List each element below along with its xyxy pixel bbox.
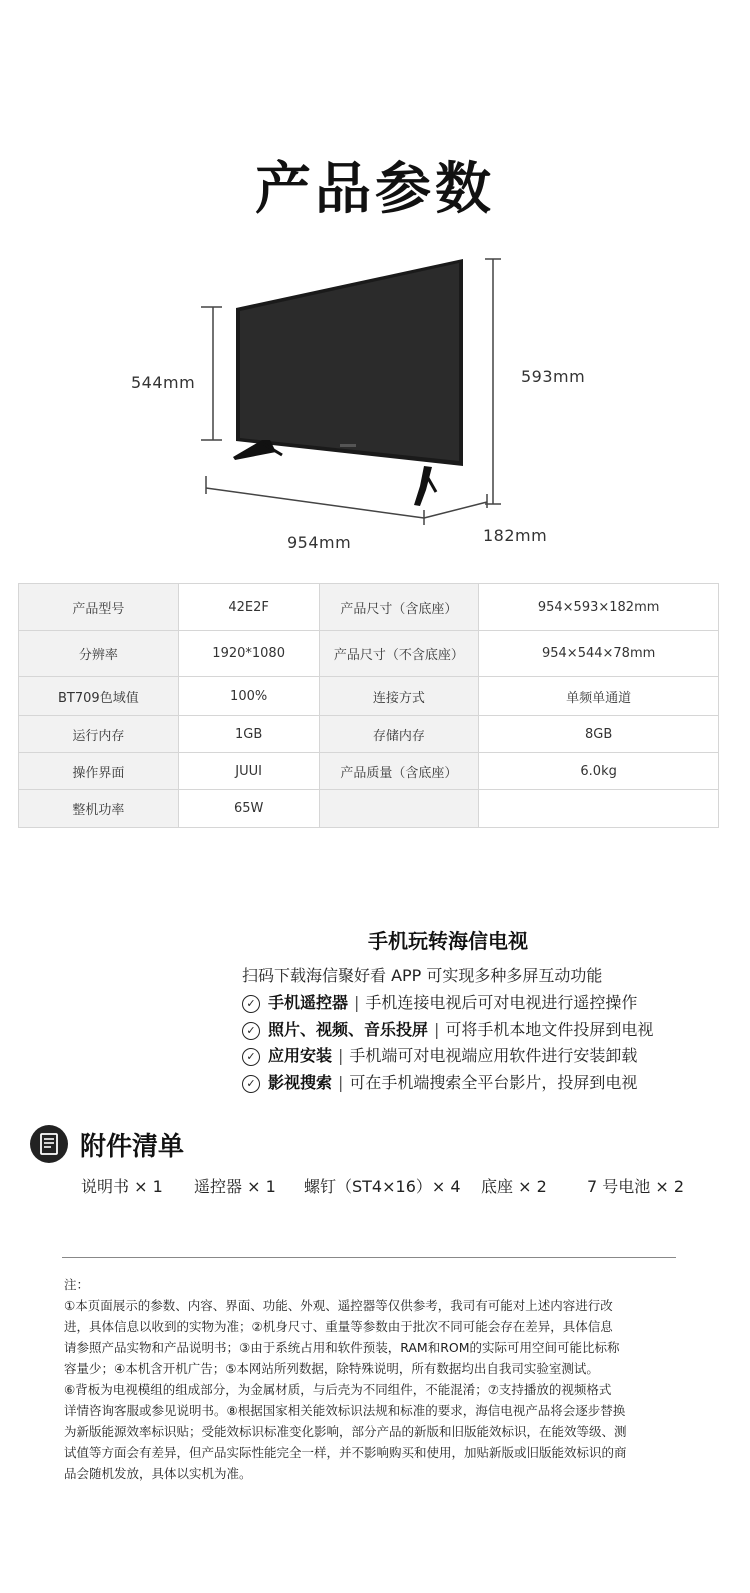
spec-value: 65W <box>178 790 319 828</box>
tv-leg-right <box>414 466 432 506</box>
feature-item <box>242 1043 637 1066</box>
spec-value: 8GB <box>479 716 719 753</box>
feature-name: 应用安装 <box>268 1046 333 1065</box>
spec-value: 1920*1080 <box>178 631 319 677</box>
app-section-title: 手机玩转海信电视 <box>368 929 528 953</box>
spec-value <box>479 790 719 828</box>
spec-label: 产品质量（含底座） <box>319 753 479 790</box>
spec-value: JUUI <box>178 753 319 790</box>
feature-item <box>242 990 637 1013</box>
depth-line <box>424 494 487 518</box>
height-with-stand-label: 593mm <box>521 367 586 386</box>
depth-label: 182mm <box>483 526 548 545</box>
spec-label: 整机功率 <box>19 790 179 828</box>
feature-separator: | <box>338 1073 344 1092</box>
accessory-item: 说明书 × 1 <box>81 1177 163 1196</box>
spec-label: 存储内存 <box>319 716 479 753</box>
check-circle-icon: ✓ <box>242 1022 260 1040</box>
table-row <box>19 790 719 828</box>
accessory-item: 底座 × 2 <box>481 1177 547 1196</box>
feature-desc: 手机连接电视后可对电视进行遥控操作 <box>365 993 638 1012</box>
spec-label: BT709色域值 <box>19 677 179 716</box>
accessory-item: 遥控器 × 1 <box>194 1177 276 1196</box>
notes-block <box>64 1274 676 1484</box>
spec-label: 产品尺寸（含底座） <box>319 584 479 631</box>
spec-label: 连接方式 <box>319 677 479 716</box>
note-line: 为新版能源效率标识贴；受能效标识标准变化影响，部分产品的新版和旧版能效标识，在能效等级、测 <box>64 1424 627 1439</box>
spec-label <box>319 790 479 828</box>
spec-table <box>18 583 719 828</box>
feature-separator: | <box>354 993 360 1012</box>
accessory-item: 7 号电池 × 2 <box>587 1177 685 1196</box>
check-circle-icon: ✓ <box>242 1075 260 1093</box>
spec-value: 100% <box>178 677 319 716</box>
tv-screen <box>240 263 459 461</box>
note-line: 详情咨询客服或参见说明书。⑧根据国家相关能效标识法规和标准的要求，海信电视产品将会逐步替换 <box>64 1403 626 1418</box>
note-line: ⑥背板为电视模组的组成部分，为金属材质，与后壳为不同组件，不能混淆；⑦支持播放的视频格式 <box>64 1382 612 1397</box>
feature-name: 影视搜索 <box>268 1073 333 1092</box>
accessories-title: 附件清单 <box>80 1132 185 1162</box>
width-label: 954mm <box>287 533 352 552</box>
notes-heading: 注： <box>64 1277 90 1292</box>
width-line <box>206 476 424 525</box>
spec-label: 产品尺寸（不含底座） <box>319 631 479 677</box>
document-list-icon <box>30 1125 68 1163</box>
check-circle-icon: ✓ <box>242 995 260 1013</box>
spec-label: 产品型号 <box>19 584 179 631</box>
table-row <box>19 631 719 677</box>
feature-item <box>242 1017 653 1040</box>
feature-name: 照片、视频、音乐投屏 <box>268 1020 429 1039</box>
height-no-stand-label: 544mm <box>131 373 196 392</box>
note-line: ①本页面展示的参数、内容、界面、功能、外观、遥控器等仅供参考，我司有可能对上述内容进行改 <box>64 1298 613 1313</box>
table-row <box>19 584 719 631</box>
height-with-stand-line <box>485 259 501 504</box>
tv-illustration <box>0 0 750 560</box>
divider <box>62 1257 676 1258</box>
spec-value: 42E2F <box>178 584 319 631</box>
feature-separator: | <box>434 1020 440 1039</box>
feature-desc: 手机端可对电视端应用软件进行安装卸载 <box>349 1046 638 1065</box>
note-line: 容量少；④本机含开机广告；⑤本网站所列数据，除特殊说明，所有数据均出自我司实验室测试。 <box>64 1361 599 1376</box>
note-line: 品会随机发放，具体以实机为准。 <box>64 1466 252 1481</box>
spec-label: 分辨率 <box>19 631 179 677</box>
feature-name: 手机遥控器 <box>268 993 349 1012</box>
table-row <box>19 677 719 716</box>
spec-value: 1GB <box>178 716 319 753</box>
accessory-item: 螺钉（ST4×16）× 4 <box>304 1177 461 1196</box>
feature-separator: | <box>338 1046 344 1065</box>
feature-desc: 可将手机本地文件投屏到电视 <box>445 1020 654 1039</box>
spec-label: 操作界面 <box>19 753 179 790</box>
spec-value: 954×593×182mm <box>479 584 719 631</box>
height-no-stand-line <box>201 307 222 440</box>
note-line: 请参照产品实物和产品说明书；③由于系统占用和软件预装，RAM和ROM的实际可用空间可能比标称 <box>64 1340 620 1355</box>
note-line: 进，具体信息以收到的实物为准；②机身尺寸、重量等参数由于批次不同可能会存在差异，具体信息 <box>64 1319 613 1334</box>
spec-value: 954×544×78mm <box>479 631 719 677</box>
feature-desc: 可在手机端搜索全平台影片，投屏到电视 <box>349 1073 638 1092</box>
page-title: 产品参数 <box>255 157 495 222</box>
spec-value: 单频单通道 <box>479 677 719 716</box>
app-section-subtitle: 扫码下载海信聚好看 APP 可实现多种多屏互动功能 <box>242 966 603 985</box>
check-circle-icon: ✓ <box>242 1048 260 1066</box>
spec-label: 运行内存 <box>19 716 179 753</box>
table-row <box>19 716 719 753</box>
feature-item <box>242 1070 637 1093</box>
spec-value: 6.0kg <box>479 753 719 790</box>
table-row <box>19 753 719 790</box>
note-line: 试值等方面会有差异，但产品实际性能完全一样，并不影响购买和使用，加贴新版或旧版能效标识的商 <box>64 1445 627 1460</box>
